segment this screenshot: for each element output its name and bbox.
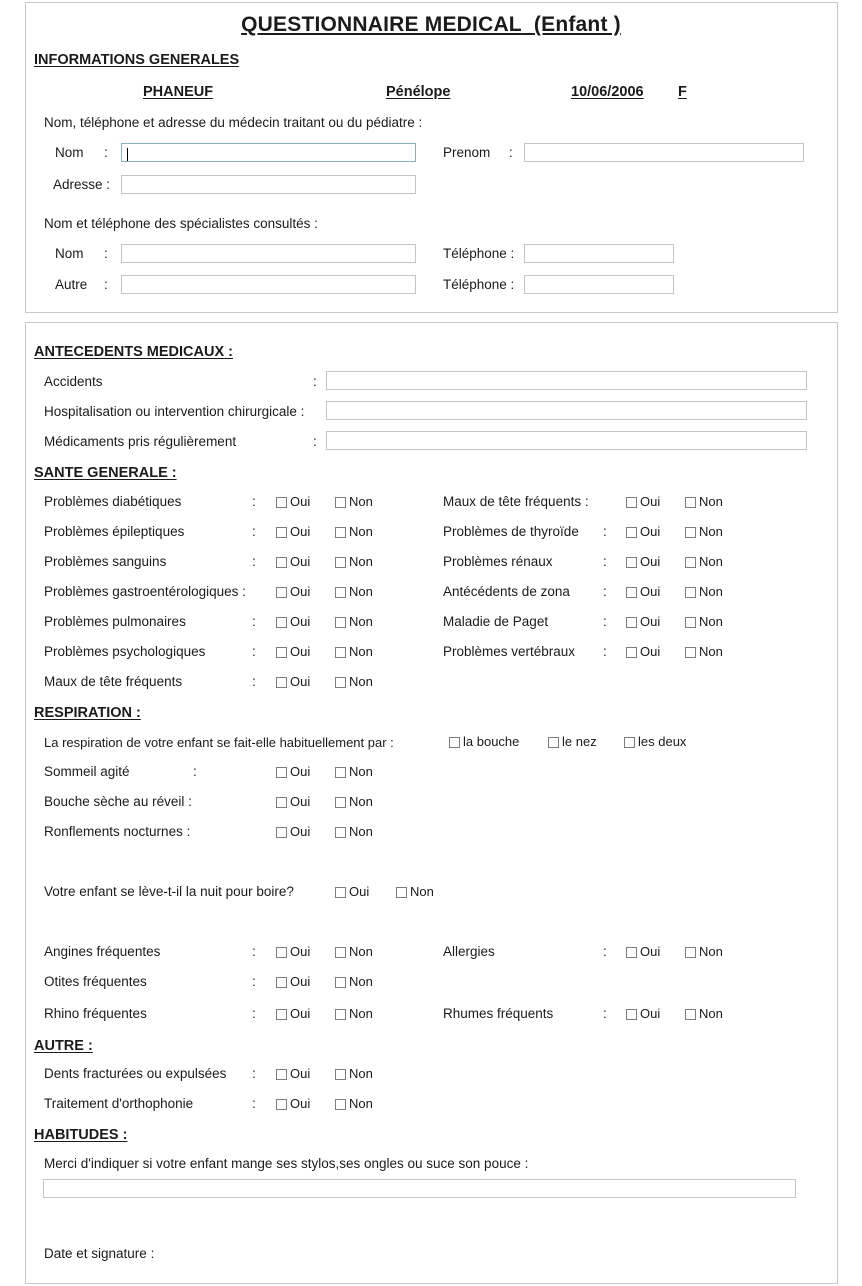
checkbox-label: Non (699, 1006, 723, 1021)
label-sante-right-1: Problèmes de thyroïde (443, 524, 579, 539)
checkbox-label: Oui (290, 614, 311, 629)
label-spec-autre: Autre (55, 277, 88, 292)
label-infections-right-1: Rhumes fréquents (443, 1006, 554, 1021)
checkbox-box[interactable] (396, 887, 407, 898)
label-accidents: Accidents (44, 374, 103, 389)
checkbox-label: Oui (290, 674, 311, 689)
label-sante-left-6: Maux de tête fréquents (44, 674, 183, 689)
heading-sante-generale: SANTE GENERALE : (34, 465, 177, 481)
label-doctor-adresse: Adresse : (53, 177, 111, 192)
checkbox-label: Non (699, 554, 723, 569)
colon-sante-left-2: : (252, 554, 256, 569)
checkbox-box[interactable] (685, 527, 696, 538)
label-respiration-row-2: Ronflements nocturnes : (44, 824, 191, 839)
checkbox-label: Oui (290, 494, 311, 509)
checkbox-label: Oui (290, 944, 311, 959)
checkbox-label: Oui (640, 614, 661, 629)
checkbox-box[interactable] (335, 977, 346, 988)
checkbox-sante-left-4-oui[interactable] (276, 615, 310, 629)
medicaments-input[interactable] (326, 431, 807, 450)
checkbox-box[interactable] (276, 1069, 287, 1080)
checkbox-label: Oui (290, 764, 311, 779)
checkbox-label: Oui (290, 824, 311, 839)
checkbox-rhino-non[interactable] (335, 1007, 373, 1021)
checkbox-label: Oui (290, 1066, 311, 1081)
checkbox-box[interactable] (685, 947, 696, 958)
checkbox-sante-right-0-oui[interactable] (626, 495, 660, 509)
checkbox-sommeil-agite-non[interactable] (335, 765, 373, 779)
colon-sante-right-3: : (603, 584, 607, 599)
checkbox-box[interactable] (626, 1009, 637, 1020)
label-sante-left-0: Problèmes diabétiques (44, 494, 182, 509)
checkbox-label: Oui (290, 1096, 311, 1111)
checkbox-box[interactable] (626, 617, 637, 628)
checkbox-box[interactable] (276, 1009, 287, 1020)
checkbox-bouche-seche-oui[interactable] (276, 795, 310, 809)
page-title (0, 13, 862, 37)
checkbox-sante-right-5-oui[interactable] (626, 645, 660, 659)
checkbox-otites-non[interactable] (335, 975, 373, 989)
checkbox-box[interactable] (335, 587, 346, 598)
label-autre-row-1: Traitement d'orthophonie (44, 1096, 194, 1111)
checkbox-box[interactable] (276, 827, 287, 838)
label-respiration-row-0: Sommeil agité (44, 764, 130, 779)
label-hospitalisation: Hospitalisation ou intervention chirurgicale : (44, 404, 305, 419)
checkbox-box[interactable] (335, 1099, 346, 1110)
specialist-prompt: Nom et téléphone des spécialistes consultés : (44, 216, 318, 231)
checkbox-dents-fracturees-non[interactable] (335, 1067, 373, 1081)
checkbox-sante-right-1-oui[interactable] (626, 525, 660, 539)
checkbox-box[interactable] (335, 617, 346, 628)
patient-birth-date: 10/06/2006 (571, 84, 644, 100)
checkbox-label: Oui (290, 524, 311, 539)
checkbox-box[interactable] (276, 767, 287, 778)
checkbox-night-drink-non[interactable] (396, 885, 434, 899)
checkbox-box[interactable] (626, 587, 637, 598)
checkbox-sante-left-3-non[interactable] (335, 585, 373, 599)
colon-infections-left-1: : (252, 974, 256, 989)
colon-doctor-nom: : (104, 145, 108, 160)
text-caret (127, 148, 128, 161)
checkbox-box[interactable] (335, 497, 346, 508)
checkbox-label: Oui (640, 494, 661, 509)
checkbox-box[interactable] (335, 647, 346, 658)
checkbox-rhumes-oui[interactable] (626, 1007, 660, 1021)
signature-label: Date et signature : (44, 1246, 155, 1261)
checkbox-label: Non (349, 794, 373, 809)
checkbox-sante-right-1-non[interactable] (685, 525, 723, 539)
colon-infections-left-2: : (252, 1006, 256, 1021)
checkbox-sante-left-5-non[interactable] (335, 645, 373, 659)
checkbox-box[interactable] (626, 497, 637, 508)
patient-sex: F (678, 84, 687, 100)
checkbox-sante-right-3-non[interactable] (685, 585, 723, 599)
label-sante-right-0: Maux de tête fréquents : (443, 494, 589, 509)
colon-spec-autre: : (104, 277, 108, 292)
checkbox-label: Oui (640, 1006, 661, 1021)
checkbox-box[interactable] (335, 1009, 346, 1020)
label-spec-autre-telephone: Téléphone : (443, 277, 515, 292)
checkbox-label: Non (349, 644, 373, 659)
checkbox-box[interactable] (335, 827, 346, 838)
night-drink-question: Votre enfant se lève-t-il la nuit pour boire? (44, 884, 294, 899)
colon-medicaments: : (313, 434, 317, 449)
checkbox-sante-left-6-oui[interactable] (276, 675, 310, 689)
spec-autre-telephone-input[interactable] (524, 275, 674, 294)
heading-antecedents-medicaux: ANTECEDENTS MEDICAUX : (34, 344, 233, 360)
checkbox-box[interactable] (626, 647, 637, 658)
checkbox-ronflements-non[interactable] (335, 825, 373, 839)
checkbox-sommeil-agite-oui[interactable] (276, 765, 310, 779)
checkbox-rhino-oui[interactable] (276, 1007, 310, 1021)
checkbox-box[interactable] (335, 1069, 346, 1080)
checkbox-respiration-le-nez[interactable] (548, 735, 597, 749)
label-spec-nom: Nom (55, 246, 84, 261)
checkbox-label: Non (349, 524, 373, 539)
checkbox-box[interactable] (276, 677, 287, 688)
checkbox-respiration-les-deux[interactable] (624, 735, 686, 749)
colon-autre-row-1: : (252, 1096, 256, 1111)
checkbox-label: Non (699, 494, 723, 509)
checkbox-label: Non (349, 944, 373, 959)
checkbox-box[interactable] (626, 527, 637, 538)
colon-sante-right-5: : (603, 644, 607, 659)
checkbox-label: Non (349, 1066, 373, 1081)
checkbox-angines-non[interactable] (335, 945, 373, 959)
checkbox-sante-left-3-oui[interactable] (276, 585, 310, 599)
habitudes-input[interactable] (43, 1179, 796, 1198)
checkbox-label: Oui (640, 644, 661, 659)
spec-autre-input[interactable] (121, 275, 416, 294)
spec-telephone-input[interactable] (524, 244, 674, 263)
checkbox-sante-left-2-non[interactable] (335, 555, 373, 569)
checkbox-label: Oui (349, 884, 370, 899)
checkbox-box[interactable] (276, 1099, 287, 1110)
checkbox-box[interactable] (335, 947, 346, 958)
checkbox-label: Oui (290, 554, 311, 569)
label-sante-right-5: Problèmes vertébraux (443, 644, 576, 659)
checkbox-box[interactable] (685, 587, 696, 598)
label-autre-row-0: Dents fracturées ou expulsées (44, 1066, 227, 1081)
checkbox-sante-left-0-non[interactable] (335, 495, 373, 509)
label-sante-right-4: Maladie de Paget (443, 614, 549, 629)
checkbox-box[interactable] (449, 737, 460, 748)
label-infections-left-2: Rhino fréquentes (44, 1006, 147, 1021)
label-respiration-row-1: Bouche sèche au réveil : (44, 794, 192, 809)
patient-first-name: Pénélope (386, 84, 451, 100)
checkbox-label: Oui (290, 644, 311, 659)
colon-doctor-prenom: : (509, 145, 513, 160)
checkbox-sante-right-4-non[interactable] (685, 615, 723, 629)
checkbox-box[interactable] (685, 557, 696, 568)
label-sante-left-5: Problèmes psychologiques (44, 644, 206, 659)
checkbox-label: la bouche (463, 734, 520, 749)
checkbox-label: Oui (640, 584, 661, 599)
heading-autre: AUTRE : (34, 1038, 93, 1054)
checkbox-allergies-non[interactable] (685, 945, 723, 959)
colon-accidents: : (313, 374, 317, 389)
label-sante-right-3: Antécédents de zona (443, 584, 570, 599)
checkbox-sante-left-2-oui[interactable] (276, 555, 310, 569)
checkbox-label: Non (349, 1096, 373, 1111)
colon-sante-right-4: : (603, 614, 607, 629)
doctor-prompt: Nom, téléphone et adresse du médecin traitant ou du pédiatre : (44, 115, 423, 130)
checkbox-box[interactable] (335, 887, 346, 898)
colon-respiration-row-0: : (193, 764, 197, 779)
checkbox-rhumes-non[interactable] (685, 1007, 723, 1021)
checkbox-label: les deux (638, 734, 687, 749)
checkbox-label: Non (699, 944, 723, 959)
checkbox-label: Non (410, 884, 434, 899)
checkbox-sante-left-5-oui[interactable] (276, 645, 310, 659)
checkbox-label: Oui (290, 1006, 311, 1021)
checkbox-sante-right-4-oui[interactable] (626, 615, 660, 629)
checkbox-sante-left-4-non[interactable] (335, 615, 373, 629)
checkbox-label: Non (699, 584, 723, 599)
checkbox-label: Non (349, 674, 373, 689)
checkbox-label: Non (699, 614, 723, 629)
heading-respiration: RESPIRATION : (34, 705, 141, 721)
checkbox-label: Non (349, 584, 373, 599)
colon-infections-left-0: : (252, 944, 256, 959)
colon-sante-left-6: : (252, 674, 256, 689)
doctor-nom-input[interactable] (121, 143, 416, 162)
label-sante-left-1: Problèmes épileptiques (44, 524, 185, 539)
checkbox-dents-fracturees-oui[interactable] (276, 1067, 310, 1081)
checkbox-sante-right-2-oui[interactable] (626, 555, 660, 569)
page-title-main: QUESTIONNAIRE MEDICAL (241, 13, 522, 36)
checkbox-label: Non (349, 614, 373, 629)
checkbox-label: Non (349, 764, 373, 779)
hospitalisation-input[interactable] (326, 401, 807, 420)
checkbox-box[interactable] (276, 797, 287, 808)
colon-autre-row-0: : (252, 1066, 256, 1081)
colon-spec-nom: : (104, 246, 108, 261)
checkbox-night-drink-oui[interactable] (335, 885, 369, 899)
checkbox-box[interactable] (335, 527, 346, 538)
checkbox-label: Non (349, 824, 373, 839)
checkbox-ronflements-oui[interactable] (276, 825, 310, 839)
checkbox-label: Oui (640, 944, 661, 959)
checkbox-box[interactable] (276, 947, 287, 958)
label-sante-left-4: Problèmes pulmonaires (44, 614, 186, 629)
checkbox-box[interactable] (276, 497, 287, 508)
checkbox-label: Oui (290, 794, 311, 809)
label-medicaments: Médicaments pris régulièrement (44, 434, 237, 449)
checkbox-box[interactable] (276, 557, 287, 568)
page-title-suffix: (Enfant ) (533, 13, 621, 36)
label-infections-right-0: Allergies (443, 944, 495, 959)
checkbox-box[interactable] (626, 557, 637, 568)
checkbox-label: le nez (562, 734, 597, 749)
checkbox-box[interactable] (624, 737, 635, 748)
habitudes-prompt: Merci d'indiquer si votre enfant mange ses stylos,ses ongles ou suce son pouce : (44, 1156, 529, 1171)
checkbox-sante-right-0-non[interactable] (685, 495, 723, 509)
checkbox-box[interactable] (276, 527, 287, 538)
checkbox-box[interactable] (335, 677, 346, 688)
checkbox-label: Non (699, 524, 723, 539)
label-doctor-prenom: Prenom (443, 145, 491, 160)
label-sante-left-3: Problèmes gastroentérologiques : (44, 584, 246, 599)
checkbox-box[interactable] (335, 557, 346, 568)
checkbox-box[interactable] (685, 647, 696, 658)
colon-sante-left-5: : (252, 644, 256, 659)
doctor-adresse-input[interactable] (121, 175, 416, 194)
checkbox-sante-left-1-oui[interactable] (276, 525, 310, 539)
checkbox-label: Non (349, 554, 373, 569)
checkbox-label: Oui (290, 974, 311, 989)
heading-habitudes: HABITUDES : (34, 1127, 128, 1143)
checkbox-label: Oui (290, 584, 311, 599)
checkbox-box[interactable] (276, 977, 287, 988)
checkbox-box[interactable] (276, 647, 287, 658)
colon-sante-left-0: : (252, 494, 256, 509)
label-spec-telephone: Téléphone : (443, 246, 515, 261)
checkbox-respiration-la-bouche[interactable] (449, 735, 519, 749)
label-sante-right-2: Problèmes rénaux (443, 554, 553, 569)
colon-infections-right-0: : (603, 944, 607, 959)
checkbox-box[interactable] (685, 617, 696, 628)
checkbox-box[interactable] (626, 947, 637, 958)
checkbox-box[interactable] (685, 497, 696, 508)
colon-sante-right-2: : (603, 554, 607, 569)
label-doctor-nom: Nom (55, 145, 84, 160)
checkbox-sante-right-3-oui[interactable] (626, 585, 660, 599)
checkbox-bouche-seche-non[interactable] (335, 795, 373, 809)
label-infections-left-1: Otites fréquentes (44, 974, 147, 989)
checkbox-box[interactable] (685, 1009, 696, 1020)
checkbox-sante-left-6-non[interactable] (335, 675, 373, 689)
label-infections-left-0: Angines fréquentes (44, 944, 161, 959)
checkbox-sante-right-5-non[interactable] (685, 645, 723, 659)
patient-last-name: PHANEUF (143, 84, 214, 100)
checkbox-label: Non (349, 974, 373, 989)
checkbox-box[interactable] (335, 797, 346, 808)
checkbox-otites-oui[interactable] (276, 975, 310, 989)
checkbox-sante-right-2-non[interactable] (685, 555, 723, 569)
colon-sante-left-1: : (252, 524, 256, 539)
checkbox-sante-left-1-non[interactable] (335, 525, 373, 539)
checkbox-box[interactable] (276, 587, 287, 598)
checkbox-box[interactable] (335, 767, 346, 778)
checkbox-angines-oui[interactable] (276, 945, 310, 959)
checkbox-label: Non (349, 1006, 373, 1021)
checkbox-box[interactable] (548, 737, 559, 748)
checkbox-label: Non (349, 494, 373, 509)
accidents-input[interactable] (326, 371, 807, 390)
checkbox-allergies-oui[interactable] (626, 945, 660, 959)
checkbox-sante-left-0-oui[interactable] (276, 495, 310, 509)
checkbox-orthophonie-oui[interactable] (276, 1097, 310, 1111)
respiration-question: La respiration de votre enfant se fait-elle habituellement par : (44, 735, 394, 750)
colon-infections-right-1: : (603, 1006, 607, 1021)
checkbox-label: Oui (640, 524, 661, 539)
colon-sante-right-1: : (603, 524, 607, 539)
colon-sante-left-4: : (252, 614, 256, 629)
checkbox-orthophonie-non[interactable] (335, 1097, 373, 1111)
label-sante-left-2: Problèmes sanguins (44, 554, 167, 569)
checkbox-box[interactable] (276, 617, 287, 628)
checkbox-label: Oui (640, 554, 661, 569)
doctor-prenom-input[interactable] (524, 143, 804, 162)
spec-nom-input[interactable] (121, 244, 416, 263)
checkbox-label: Non (699, 644, 723, 659)
heading-informations-generales: INFORMATIONS GENERALES (34, 52, 240, 68)
